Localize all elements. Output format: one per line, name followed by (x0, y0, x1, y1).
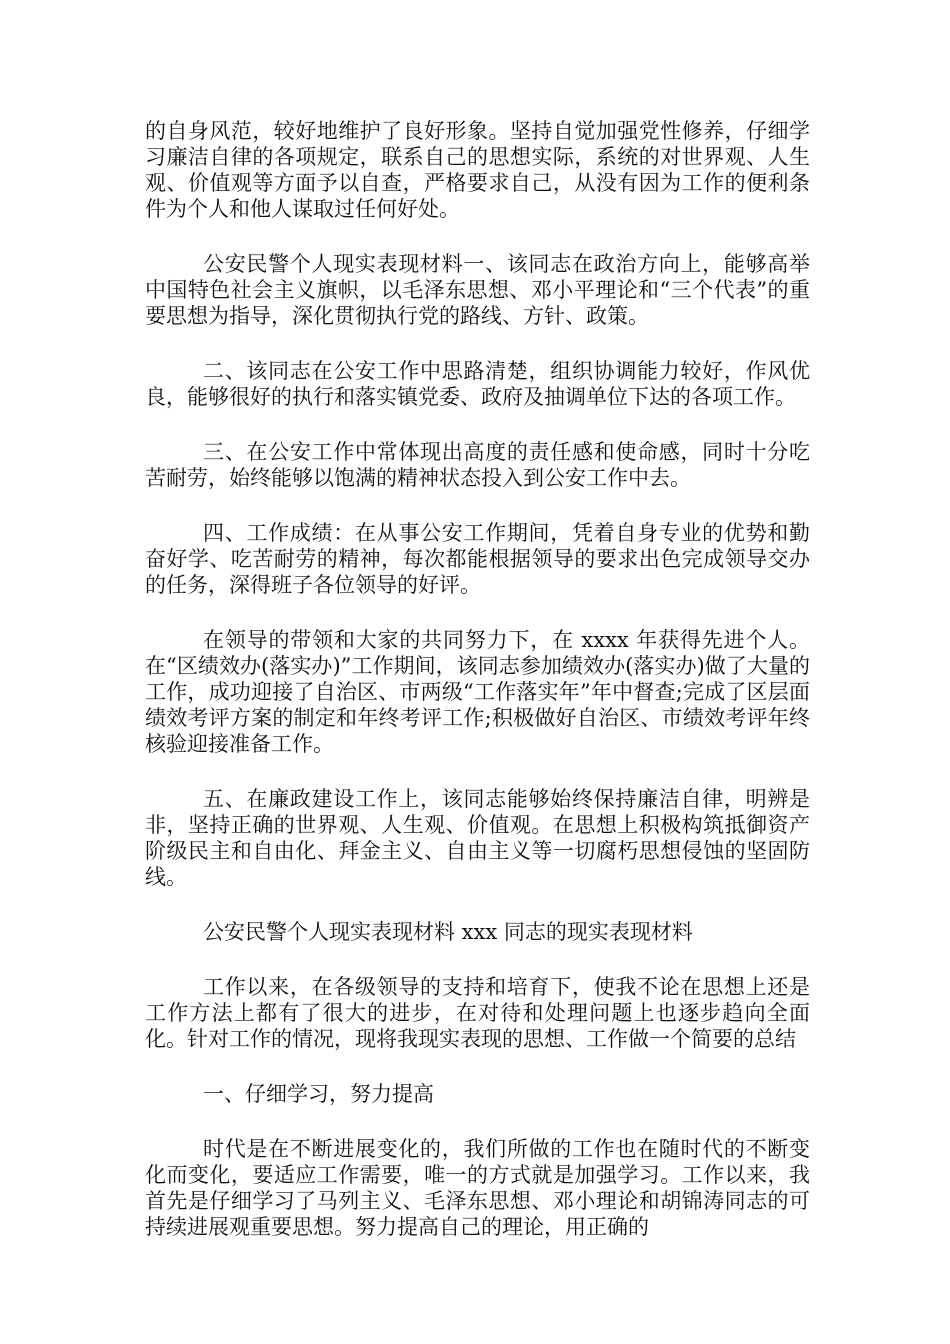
document-page (145, 118, 810, 1269)
paragraph-2: 公安民警个人现实表现材料一、该同志在政治方向上，能够高举中国特色社会主义旗帜，以毛泽东思想、邓小平理论和“三个代表”的重要思想为指导，深化贯彻执行党的路线、方针、政策。 (145, 252, 810, 328)
subheading-study: 一、仔细学习，努力提高 (203, 1082, 434, 1106)
paragraph-7: 五、在廉政建设工作上，该同志能够始终保持廉洁自律，明辨是非，坚持正确的世界观、人生观、价值观。在思想上积极构筑抵御资产阶级民主和自由化、拜金主义、自由主义等一切腐朽思想侵蚀的坚固防线。 (145, 787, 810, 889)
paragraph-6: 在领导的带领和大家的共同努力下，在 xxxx 年获得先进个人。在“区绩效办(落实办)”工作期间，该同志参加绩效办(落实办)做了大量的工作，成功迎接了自治区、市两级“工作落实年”年中督查;完成了区层面绩效考评方案的制定和年终考评工作;积极做好自治区、市绩效考评年终核验迎接准备工作。 (145, 628, 810, 756)
paragraph-5: 四、工作成绩：在从事公安工作期间，凭着自身专业的优势和勤奋好学、吃苦耐劳的精神，每次都能根据领导的要求出色完成领导交办的任务，深得班子各位领导的好评。 (145, 521, 810, 597)
paragraph-3: 二、该同志在公安工作中思路清楚，组织协调能力较好，作风优良，能够很好的执行和落实镇党委、政府及抽调单位下达的各项工作。 (145, 359, 810, 409)
paragraph-9: 工作以来，在各级领导的支持和培育下，使我不论在思想上还是工作方法上都有了很大的进步，在对待和处理问题上也逐步趋向全面化。针对工作的情况，现将我现实表现的思想、工作做一个简要的总结 (145, 975, 810, 1051)
paragraph-11: 时代是在不断进展变化的，我们所做的工作也在随时代的不断变化而变化，要适应工作需要，唯一的方式就是加强学习。工作以来，我首先是仔细学习了马列主义、毛泽东思想、邓小理论和胡锦涛同志的可持续进展观重要思想。努力提高自己的理论，用正确的 (145, 1137, 810, 1239)
section-heading: 公安民警个人现实表现材料 xxx 同志的现实表现材料 (203, 920, 693, 944)
paragraph-1: 的自身风范，较好地维护了良好形象。坚持自觉加强党性修养，仔细学习廉洁自律的各项规定，联系自己的思想实际，系统的对世界观、人生观、价值观等方面予以自查，严格要求自己，从没有因为工作的便利条件为个人和他人谋取过任何好处。 (145, 119, 810, 221)
paragraph-4: 三、在公安工作中常体现出高度的责任感和使命感，同时十分吃苦耐劳，始终能够以饱满的精神状态投入到公安工作中去。 (145, 440, 810, 490)
